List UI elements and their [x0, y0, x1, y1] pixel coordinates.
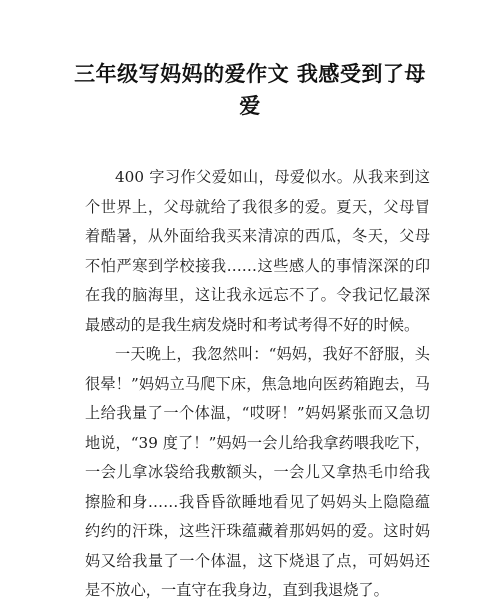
article-paragraph-2: 一天晚上，我忽然叫：“妈妈，我好不舒服，头很晕！”妈妈立马爬下床，焦急地向医药箱跑去，马上给我量了一个体温，“哎呀！”妈妈紧张而又急切地说，“39 度了！”妈妈一会儿给我拿药喂我吃下，一会儿拿冰袋给我敷额头，一会儿又拿热毛巾给我擦脸和身……我昏昏欲睡地看见了妈妈头上隐隐蕴约约的汗珠，这些汗珠蕴藏着那妈妈的爱。这时妈妈又给我量了一个体温，这下烧退了点，可妈妈还是不放心，一直守在我身边，直到我退烧了。	[85, 345, 430, 599]
article-title: 三年级写妈妈的爱作文 我感受到了母爱	[74, 62, 426, 118]
article-paragraph-1: 400 字习作父爱如山，母爱似水。从我来到这个世界上，父母就给了我很多的爱。夏天，父母冒着酷暑，从外面给我买来清凉的西瓜，冬天，父母不怕严寒到学校接我……这些感人的事情深深的印在我的脑海里，这让我永远忘不了。令我记忆最深最感动的是我生病发烧时和考试考得不好的时候。	[85, 168, 430, 334]
